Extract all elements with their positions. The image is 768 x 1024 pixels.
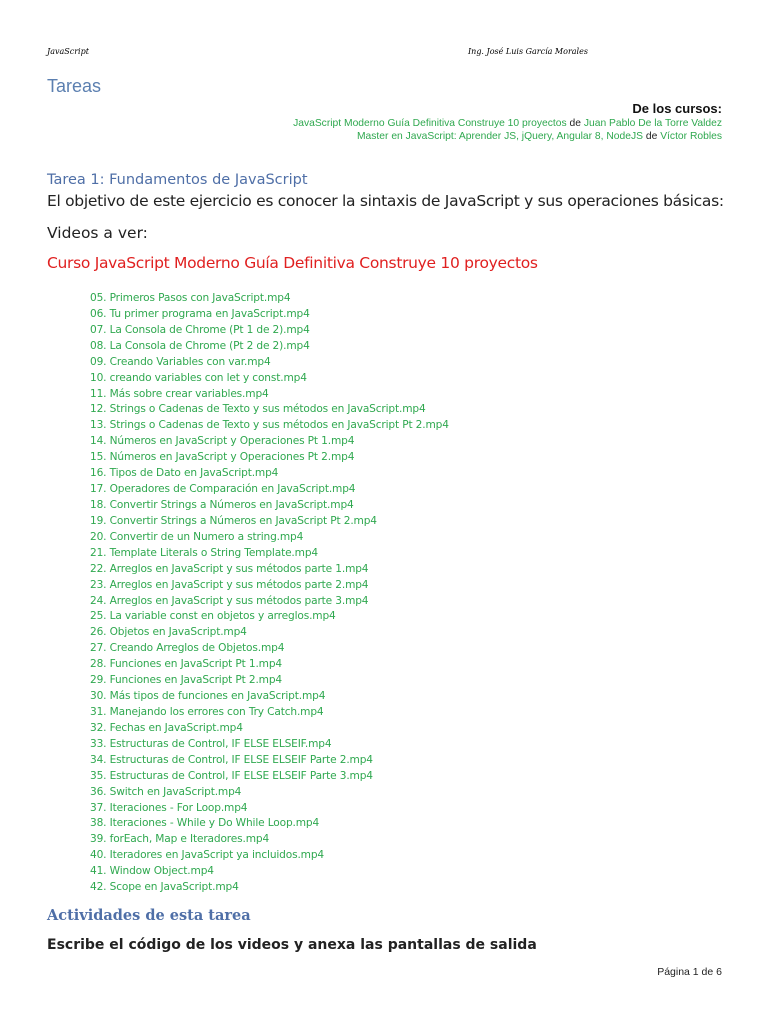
video-list-item[interactable]: 20. Convertir de un Numero a string.mp4 [90,530,304,543]
courses-heading: De los cursos: [632,101,722,116]
video-list-item[interactable]: 06. Tu primer programa en JavaScript.mp4 [90,307,310,320]
video-list-item[interactable]: 21. Template Literals o String Template.mp4 [90,546,318,559]
task-title: Tarea 1: Fundamentos de JavaScript [47,172,308,188]
video-list-item[interactable]: 15. Números en JavaScript y Operaciones Pt 2.mp4 [90,451,355,464]
video-list-item[interactable]: 38. Iteraciones - While y Do While Loop.mp4 [90,817,320,830]
video-list-item[interactable]: 14. Números en JavaScript y Operaciones Pt 1.mp4 [90,435,355,448]
video-list-item[interactable]: 10. creando variables con let y const.mp4 [90,371,307,384]
video-list-item[interactable]: 25. La variable const en objetos y arreglos.mp4 [90,610,336,623]
video-list-item[interactable]: 33. Estructuras de Control, IF ELSE ELSEIF.mp4 [90,737,332,750]
video-list-item[interactable]: 35. Estructuras de Control, IF ELSE ELSEIF Parte 3.mp4 [90,769,373,782]
task-objective: El objetivo de este ejercicio es conocer la sintaxis de JavaScript y sus operaciones básicas: [47,192,724,210]
video-list-item[interactable]: 42. Scope en JavaScript.mp4 [90,881,239,894]
video-list-item[interactable]: 40. Iteradores en JavaScript ya incluidos.mp4 [90,849,324,862]
video-list-item[interactable]: 09. Creando Variables con var.mp4 [90,355,271,368]
video-list-item[interactable]: 27. Creando Arreglos de Objetos.mp4 [90,642,285,655]
course-heading: Curso JavaScript Moderno Guía Definitiva Construye 10 proyectos [47,254,538,272]
course-line-2 [357,131,722,142]
course-author-link[interactable]: Víctor Robles [660,131,722,142]
video-list-item[interactable]: 19. Convertir Strings a Números en JavaScript Pt 2.mp4 [90,514,377,527]
course-connector: de [569,118,581,129]
video-list-item[interactable]: 26. Objetos en JavaScript.mp4 [90,626,247,639]
video-list-item[interactable]: 08. La Consola de Chrome (Pt 2 de 2).mp4 [90,339,310,352]
page-number: Página 1 de 6 [657,966,722,978]
video-list-item[interactable]: 16. Tipos de Dato en JavaScript.mp4 [90,467,279,480]
video-list-item[interactable]: 05. Primeros Pasos con JavaScript.mp4 [90,292,291,304]
video-list-item[interactable]: 12. Strings o Cadenas de Texto y sus métodos en JavaScript.mp4 [90,403,426,416]
video-list-item[interactable]: 30. Más tipos de funciones en JavaScript.mp4 [90,690,326,703]
activities-heading: Actividades de esta tarea [47,907,251,924]
video-list-item[interactable]: 13. Strings o Cadenas de Texto y sus métodos en JavaScript Pt 2.mp4 [90,419,449,432]
video-list-item[interactable]: 11. Más sobre crear variables.mp4 [90,387,269,400]
video-list-item[interactable]: 39. forEach, Map e Iteradores.mp4 [90,833,270,846]
page-title: Tareas [47,76,102,96]
task-instruction: Escribe el código de los videos y anexa las pantallas de salida [47,937,537,953]
video-list-item[interactable]: 07. La Consola de Chrome (Pt 1 de 2).mp4 [90,323,310,336]
video-list-item[interactable]: 36. Switch en JavaScript.mp4 [90,785,242,798]
video-list-item[interactable]: 31. Manejando los errores con Try Catch.mp4 [90,705,324,718]
video-list-item[interactable]: 32. Fechas en JavaScript.mp4 [90,721,243,734]
course-name-link[interactable]: JavaScript Moderno Guía Definitiva Construye 10 proyectos [293,118,567,129]
header-left-text: JavaScript [47,47,89,56]
video-list-item[interactable]: 41. Window Object.mp4 [90,865,214,878]
course-author-link[interactable]: Juan Pablo De la Torre Valdez [583,118,722,129]
video-list-item[interactable]: 18. Convertir Strings a Números en JavaScript.mp4 [90,498,354,511]
course-line-1 [293,118,722,129]
video-list-item[interactable]: 17. Operadores de Comparación en JavaScript.mp4 [90,483,356,496]
video-list-item[interactable]: 24. Arreglos en JavaScript y sus métodos parte 3.mp4 [90,594,369,607]
video-list-item[interactable]: 28. Funciones en JavaScript Pt 1.mp4 [90,658,282,671]
video-list-item[interactable]: 29. Funciones en JavaScript Pt 2.mp4 [90,674,282,687]
video-list [90,291,449,896]
video-list-item[interactable]: 37. Iteraciones - For Loop.mp4 [90,801,248,814]
video-list-item[interactable]: 23. Arreglos en JavaScript y sus métodos parte 2.mp4 [90,578,369,591]
video-list-item[interactable]: 22. Arreglos en JavaScript y sus métodos parte 1.mp4 [90,562,369,575]
course-name-link[interactable]: Master en JavaScript: Aprender JS, jQuery, Angular 8, NodeJS [356,131,643,142]
video-list-item[interactable]: 34. Estructuras de Control, IF ELSE ELSEIF Parte 2.mp4 [90,753,373,766]
header-right-text: Ing. José Luis García Morales [468,47,588,56]
videos-label: Videos a ver: [47,224,148,242]
course-connector: de [645,131,658,142]
